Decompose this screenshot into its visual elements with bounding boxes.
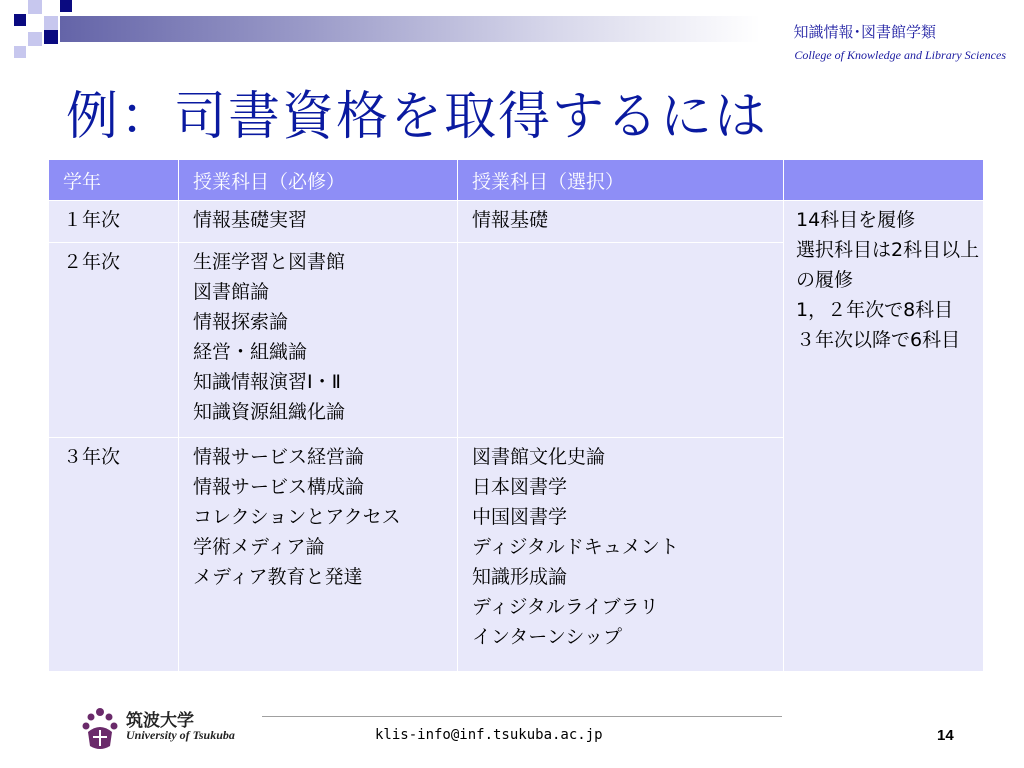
footer-divider bbox=[262, 716, 782, 717]
column-header-year: 学年 bbox=[49, 160, 179, 201]
college-name-jp: 知識情報･図書館学類 bbox=[793, 23, 936, 41]
year-cell: ３年次 bbox=[49, 438, 179, 672]
course-name: 中国図書学 bbox=[472, 506, 568, 528]
decor-square bbox=[14, 14, 26, 26]
column-header-required: 授業科目（必修） bbox=[179, 160, 458, 201]
year-cell: １年次 bbox=[49, 201, 179, 243]
note-line: 14科目を履修 bbox=[796, 209, 916, 231]
header-gradient-bar bbox=[60, 16, 760, 42]
course-name: 情報サービス構成論 bbox=[193, 476, 365, 498]
slide-title: 例：司書資格を取得するには bbox=[66, 87, 769, 147]
course-name: 情報基礎 bbox=[472, 209, 549, 231]
course-name: 知識形成論 bbox=[472, 566, 568, 588]
page-number: 14 bbox=[937, 727, 954, 744]
decor-square bbox=[44, 30, 58, 44]
course-name: ディジタルドキュメント bbox=[472, 536, 679, 558]
course-name: コレクションとアクセス bbox=[193, 506, 401, 528]
course-name: 情報サービス経営論 bbox=[193, 446, 365, 468]
university-name-en: University of Tsukuba bbox=[126, 728, 235, 742]
table-header-row bbox=[49, 160, 984, 201]
course-name: 知識資源組織化論 bbox=[193, 401, 346, 423]
course-name: 日本図書学 bbox=[472, 476, 568, 498]
course-name: 図書館論 bbox=[193, 281, 270, 303]
course-name: 情報探索論 bbox=[193, 311, 289, 333]
university-crest-icon bbox=[80, 706, 120, 752]
required-cell bbox=[179, 438, 458, 672]
column-header-elective: 授業科目（選択） bbox=[458, 160, 784, 201]
requirement-note-cell bbox=[784, 201, 984, 672]
year-cell: ２年次 bbox=[49, 243, 179, 438]
table-row bbox=[49, 201, 984, 243]
note-line: 1，２年次で8科目 bbox=[796, 299, 954, 321]
note-line: 選択科目は2科目以上の履修 bbox=[796, 239, 980, 291]
elective-cell bbox=[458, 201, 784, 243]
column-header-note bbox=[784, 160, 984, 201]
course-name: 知識情報演習Ⅰ・Ⅱ bbox=[193, 371, 341, 393]
college-name-en: College of Knowledge and Library Sciences bbox=[794, 48, 1006, 62]
course-name: 図書館文化史論 bbox=[472, 446, 606, 468]
required-cell bbox=[179, 243, 458, 438]
decor-square bbox=[60, 0, 72, 12]
course-name: インターンシップ bbox=[472, 626, 623, 648]
course-name: ディジタルライブラリ bbox=[472, 596, 659, 618]
note-line: ３年次以降で6科目 bbox=[796, 329, 961, 351]
course-name: 経営・組織論 bbox=[193, 341, 308, 363]
decor-square bbox=[28, 0, 42, 14]
decor-square bbox=[44, 16, 58, 30]
course-table bbox=[48, 159, 984, 672]
decor-square bbox=[28, 32, 42, 46]
course-name: メディア教育と発達 bbox=[193, 566, 363, 588]
elective-cell bbox=[458, 243, 784, 438]
required-cell bbox=[179, 201, 458, 243]
university-name-jp: 筑波大学 bbox=[126, 711, 194, 731]
contact-email: klis-info@inf.tsukuba.ac.jp bbox=[375, 727, 603, 743]
course-name: 学術メディア論 bbox=[193, 536, 325, 558]
course-name: 生涯学習と図書館 bbox=[193, 251, 346, 273]
decor-square bbox=[14, 46, 26, 58]
course-name: 情報基礎実習 bbox=[193, 209, 308, 231]
elective-cell bbox=[458, 438, 784, 672]
